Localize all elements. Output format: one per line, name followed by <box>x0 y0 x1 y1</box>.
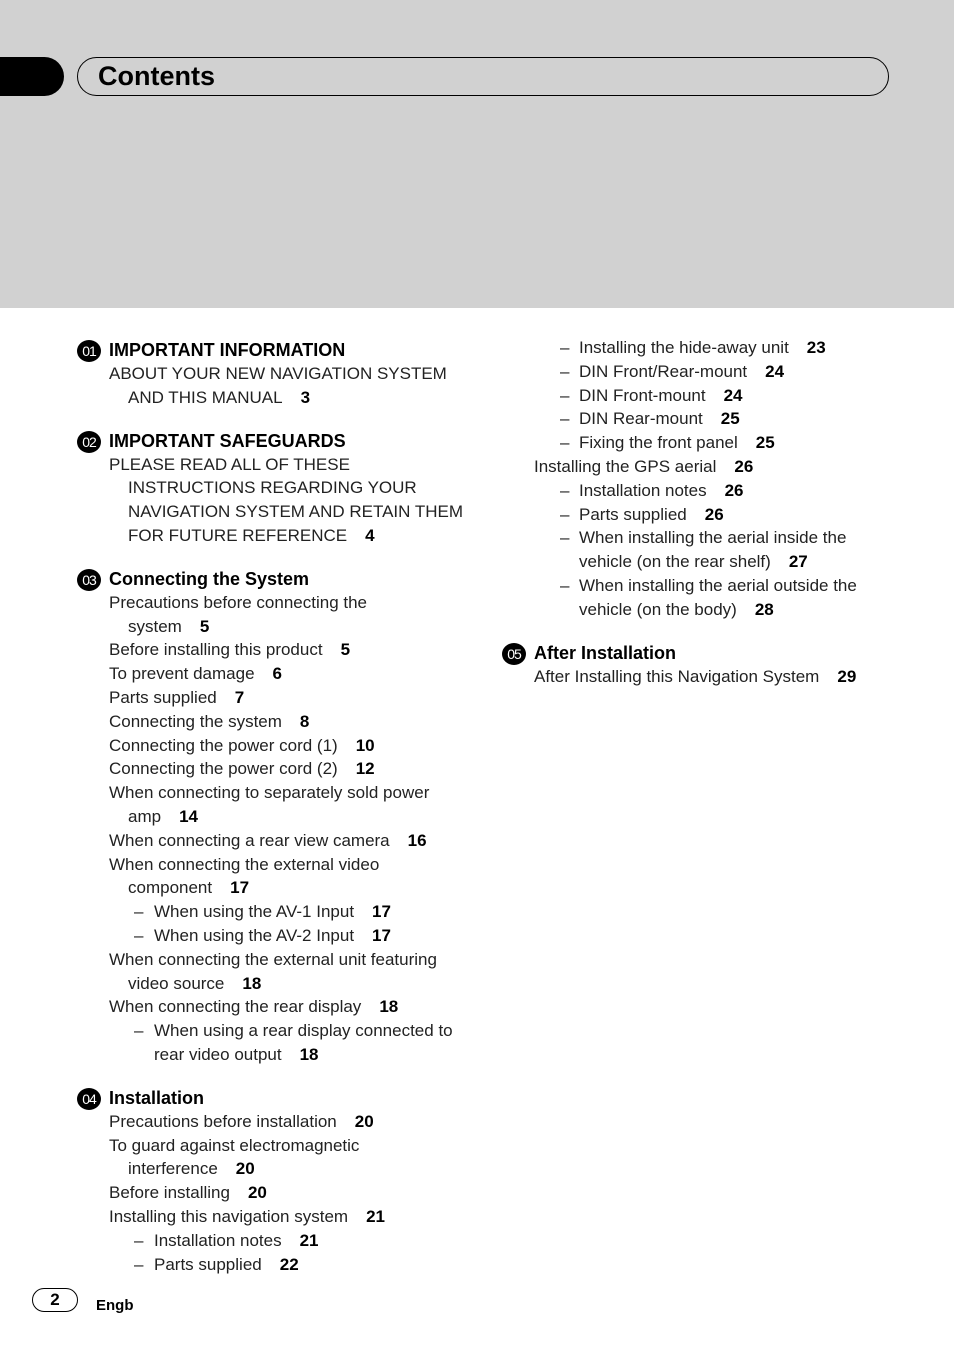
toc-subentry[interactable] <box>502 384 942 408</box>
entry-text-line <box>109 781 477 805</box>
entry-text-line <box>109 524 477 548</box>
entry-text: NAVIGATION SYSTEM AND RETAIN THEM <box>128 502 464 522</box>
page-ref[interactable]: 21 <box>366 1206 385 1226</box>
entry-text: To guard against electromagnetic <box>109 1135 360 1155</box>
entry-text: When using a rear display connected to <box>154 1021 453 1041</box>
toc-subentry[interactable] <box>77 1019 477 1067</box>
entry-text: When connecting the external unit featuring <box>109 949 437 969</box>
entry-text-line <box>134 1253 477 1277</box>
page-ref[interactable]: 10 <box>355 735 375 755</box>
entry-text-line <box>109 686 477 710</box>
entry-text-line <box>560 384 942 408</box>
entry-text-line <box>134 1229 477 1253</box>
page-ref[interactable]: 7 <box>234 687 245 707</box>
entry-text: interference <box>128 1159 218 1179</box>
toc-section <box>77 429 477 548</box>
toc-subentry[interactable] <box>502 574 942 622</box>
entry-text-line <box>134 1043 477 1067</box>
toc-subentry[interactable] <box>77 924 477 948</box>
toc-entry[interactable] <box>77 781 477 829</box>
header-tab-marker <box>0 57 64 96</box>
section-number-badge: 05 <box>502 643 526 665</box>
entry-text: When using the AV-1 Input <box>154 902 355 922</box>
page-ref[interactable]: 20 <box>235 1159 255 1179</box>
entry-text-line <box>560 479 942 503</box>
dash-marker: – <box>560 504 570 524</box>
entry-text: When connecting a rear view camera <box>109 830 390 850</box>
entry-text: Connecting the system <box>109 711 282 731</box>
entry-text: When connecting to separately sold power <box>109 783 430 803</box>
entry-text: Installing the GPS aerial <box>534 456 717 476</box>
entry-text: When installing the aerial outside the <box>579 575 857 595</box>
entry-text-line <box>534 665 942 689</box>
page-ref[interactable]: 25 <box>720 409 740 429</box>
page-ref[interactable]: 21 <box>299 1230 319 1250</box>
toc-subentry[interactable] <box>502 336 942 360</box>
dash-marker: – <box>560 480 570 500</box>
entry-text-line <box>109 386 477 410</box>
page-ref[interactable]: 12 <box>355 759 375 779</box>
page-ref[interactable]: 3 <box>300 387 311 407</box>
page-ref[interactable]: 22 <box>279 1254 299 1274</box>
entry-text-line <box>109 362 477 386</box>
entry-text: AND THIS MANUAL <box>128 387 283 407</box>
section-heading-text: Installation <box>109 1087 205 1108</box>
toc-subentry[interactable] <box>77 1229 477 1253</box>
entry-text: Connecting the power cord (2) <box>109 759 338 779</box>
page-ref[interactable]: 16 <box>407 830 427 850</box>
page-ref[interactable]: 27 <box>788 552 808 572</box>
entry-text: Precautions before connecting the <box>109 592 368 612</box>
entry-text-line <box>109 1157 477 1181</box>
section-heading[interactable] <box>77 338 477 362</box>
entry-text-line <box>134 1019 477 1043</box>
entry-text-line <box>109 591 477 615</box>
toc-entry[interactable] <box>77 1181 477 1205</box>
entry-text-line <box>109 995 477 1019</box>
entry-text-line <box>109 1181 477 1205</box>
dash-marker: – <box>560 409 570 429</box>
entry-text-line <box>109 500 477 524</box>
page-ref[interactable]: 24 <box>723 385 743 405</box>
dash-marker: – <box>134 902 144 922</box>
toc-entry[interactable] <box>77 995 477 1019</box>
toc-entry[interactable] <box>77 829 477 853</box>
entry-text-line <box>109 853 477 877</box>
page-ref[interactable]: 5 <box>340 640 351 660</box>
entry-text: Parts supplied <box>109 687 217 707</box>
entry-text-line <box>560 431 942 455</box>
entry-text: When connecting the external video <box>109 854 380 874</box>
section-heading-text: IMPORTANT INFORMATION <box>109 340 346 360</box>
page-ref[interactable]: 26 <box>734 456 754 476</box>
entry-text: DIN Rear-mount <box>579 409 703 429</box>
toc-entry[interactable] <box>77 757 477 781</box>
entry-text-line <box>560 503 942 527</box>
entry-text-line <box>109 972 477 996</box>
toc-entry[interactable] <box>77 710 477 734</box>
toc-subentry[interactable] <box>502 503 942 527</box>
toc-entry[interactable] <box>77 853 477 901</box>
page-ref[interactable]: 25 <box>755 433 775 453</box>
entry-text: To prevent damage <box>109 664 255 684</box>
toc-entry[interactable] <box>77 734 477 758</box>
section-heading[interactable] <box>502 641 942 665</box>
entry-text-line <box>109 453 477 477</box>
entry-text-line <box>534 455 942 479</box>
entry-text: video source <box>128 973 225 993</box>
entry-text: vehicle (on the body) <box>579 599 737 619</box>
page-ref[interactable]: 4 <box>365 525 375 545</box>
entry-text: Installing this navigation system <box>109 1206 349 1226</box>
dash-marker: – <box>560 575 570 595</box>
entry-text: When connecting the rear display <box>109 997 362 1017</box>
toc-entry[interactable] <box>77 662 477 686</box>
entry-text: Fixing the front panel <box>579 433 738 453</box>
entry-text-line <box>109 615 477 639</box>
toc-section <box>77 338 477 410</box>
entry-text-line <box>560 598 942 622</box>
toc-entry[interactable] <box>77 1110 477 1134</box>
title-box <box>77 57 889 96</box>
toc-entry[interactable] <box>502 455 942 479</box>
dash-marker: – <box>134 1021 144 1041</box>
entry-text: PLEASE READ ALL OF THESE <box>109 454 350 474</box>
toc-subentry[interactable] <box>502 479 942 503</box>
entry-text: Connecting the power cord (1) <box>109 735 338 755</box>
section-heading-text: IMPORTANT SAFEGUARDS <box>109 430 346 451</box>
entry-text: After Installing this Navigation System <box>534 666 820 686</box>
entry-text-line <box>109 1134 477 1158</box>
toc-section <box>77 567 477 1067</box>
toc-section <box>77 1086 477 1277</box>
toc-continued <box>502 336 942 622</box>
dash-marker: – <box>560 528 570 548</box>
entry-text-line <box>109 805 477 829</box>
toc-subentry[interactable] <box>502 360 942 384</box>
entry-text-line <box>109 710 477 734</box>
dash-marker: – <box>560 433 570 453</box>
entry-text-line <box>560 574 942 598</box>
header-band <box>0 0 954 308</box>
entry-text: Installation notes <box>579 480 707 500</box>
entry-text: ABOUT YOUR NEW NAVIGATION SYSTEM <box>109 364 447 383</box>
page-ref[interactable]: 18 <box>379 997 399 1017</box>
entry-text-line <box>109 638 477 662</box>
entry-text: Installation notes <box>154 1230 282 1250</box>
entry-text-line <box>560 407 942 431</box>
page-ref[interactable]: 17 <box>230 878 250 898</box>
page-ref[interactable]: 5 <box>199 616 210 636</box>
entry-text-line <box>109 1110 477 1134</box>
entry-text: Parts supplied <box>579 504 687 524</box>
toc-entry[interactable] <box>77 362 477 410</box>
page-ref[interactable]: 24 <box>765 361 785 381</box>
entry-text-line <box>560 336 942 360</box>
entry-text: rear video output <box>154 1044 282 1064</box>
toc-entry[interactable] <box>77 948 477 996</box>
dash-marker: – <box>134 925 144 945</box>
page-ref[interactable]: 6 <box>272 664 283 684</box>
entry-text: Before installing <box>109 1183 230 1203</box>
entry-text: When installing the aerial inside the <box>579 528 847 548</box>
section-heading[interactable] <box>77 1086 477 1110</box>
entry-text: vehicle (on the rear shelf) <box>579 552 771 572</box>
page-ref[interactable]: 18 <box>242 973 262 993</box>
page-title: Contents <box>98 61 215 91</box>
page-ref[interactable]: 17 <box>372 925 391 945</box>
toc-section <box>502 641 942 689</box>
toc-entry[interactable] <box>502 665 942 689</box>
page-ref[interactable]: 26 <box>704 504 724 524</box>
entry-text-line <box>560 360 942 384</box>
page-ref[interactable]: 20 <box>354 1111 374 1131</box>
section-heading[interactable] <box>77 567 477 591</box>
language-code: Engb <box>96 1297 134 1314</box>
section-heading[interactable] <box>77 429 477 453</box>
page-ref[interactable]: 23 <box>806 338 826 357</box>
section-heading-text: After Installation <box>534 642 677 663</box>
entry-text: Parts supplied <box>154 1254 262 1274</box>
page-ref[interactable]: 26 <box>724 480 744 500</box>
page-ref[interactable]: 28 <box>754 599 774 619</box>
entry-text-line <box>109 829 477 853</box>
entry-text-line <box>109 662 477 686</box>
toc-right-column <box>502 336 942 707</box>
toc-entry[interactable] <box>77 1134 477 1182</box>
toc-subentry[interactable] <box>502 407 942 431</box>
entry-text-line <box>109 876 477 900</box>
entry-text: Precautions before installation <box>109 1111 337 1131</box>
entry-text-line <box>560 550 942 574</box>
entry-text-line <box>109 1205 477 1229</box>
section-heading-text: Connecting the System <box>109 568 310 589</box>
dash-marker: – <box>134 1254 144 1274</box>
section-number-badge: 01 <box>77 340 101 362</box>
entry-text: DIN Front-mount <box>579 385 706 405</box>
section-number-badge: 04 <box>77 1088 101 1110</box>
entry-text: system <box>128 616 182 636</box>
entry-text: amp <box>128 806 162 826</box>
toc-subentry[interactable] <box>502 526 942 574</box>
toc-entry[interactable] <box>77 638 477 662</box>
entry-text: INSTRUCTIONS REGARDING YOUR <box>128 478 417 498</box>
entry-text: DIN Front/Rear-mount <box>579 361 748 381</box>
entry-text: When using the AV-2 Input <box>154 925 355 945</box>
page-ref[interactable]: 18 <box>299 1044 319 1064</box>
entry-text-line <box>109 476 477 500</box>
toc-subentry[interactable] <box>77 1253 477 1277</box>
dash-marker: – <box>560 385 570 405</box>
toc-left-column <box>77 338 477 1295</box>
dash-marker: – <box>134 1230 144 1250</box>
toc-entry[interactable] <box>77 591 477 639</box>
page-ref[interactable]: 17 <box>372 902 391 922</box>
entry-text: FOR FUTURE REFERENCE <box>128 525 348 545</box>
toc-entry[interactable] <box>77 686 477 710</box>
page-ref[interactable]: 8 <box>299 711 310 731</box>
toc-subentry[interactable] <box>502 431 942 455</box>
entry-text: component <box>128 878 213 898</box>
page-ref[interactable]: 20 <box>247 1183 267 1203</box>
section-number-badge: 02 <box>77 431 101 453</box>
toc-subentry[interactable] <box>77 900 477 924</box>
dash-marker: – <box>560 338 570 357</box>
page-number: 2 <box>32 1288 78 1312</box>
entry-text-line <box>134 900 477 924</box>
entry-text: Installing the hide-away unit <box>579 338 789 357</box>
entry-text: Before installing this product <box>109 640 323 660</box>
toc-entry[interactable] <box>77 1205 477 1229</box>
entry-text-line <box>109 757 477 781</box>
entry-text-line <box>109 734 477 758</box>
entry-text-line <box>560 526 942 550</box>
entry-text-line <box>134 924 477 948</box>
dash-marker: – <box>560 361 570 381</box>
page-ref[interactable]: 29 <box>837 666 857 686</box>
toc-entry[interactable] <box>77 453 477 548</box>
entry-text-line <box>109 948 477 972</box>
section-number-badge: 03 <box>77 569 101 591</box>
page-ref[interactable]: 14 <box>179 806 198 826</box>
